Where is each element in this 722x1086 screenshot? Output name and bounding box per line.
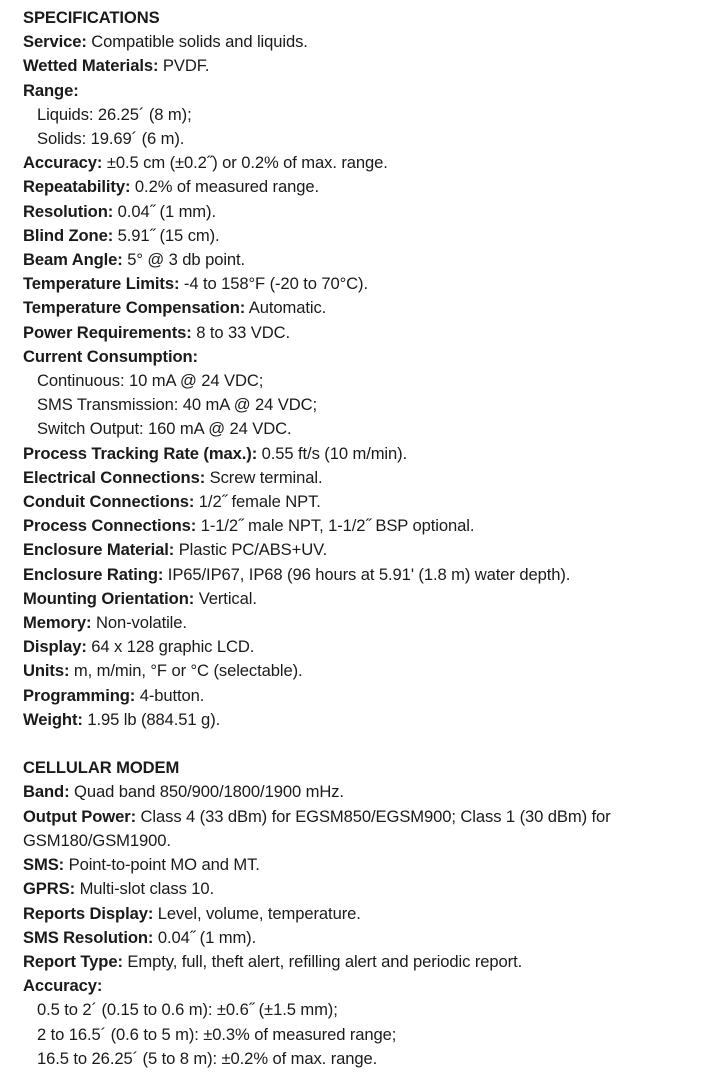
spec-memory xyxy=(23,611,713,635)
spec-label: Blind Zone: xyxy=(23,225,114,245)
modem-band xyxy=(23,780,713,804)
spec-label: Service: xyxy=(23,32,87,52)
spec-blind-zone xyxy=(23,224,713,248)
spec-value: -4 to 158°F (-20 to 70°C). xyxy=(179,274,368,294)
spec-label: Band: xyxy=(23,782,70,802)
spec-display xyxy=(23,635,713,659)
spec-beam-angle xyxy=(23,248,713,272)
spec-value: Multi-slot class 10. xyxy=(75,879,215,899)
spec-label: Weight: xyxy=(23,709,83,729)
spec-label: Reports Display: xyxy=(23,903,154,923)
modem-gprs xyxy=(23,877,713,901)
spec-current-continuous: Continuous: 10 mA @ 24 VDC; xyxy=(37,371,264,391)
spec-value: 0.04˝ (1 mm). xyxy=(113,201,216,221)
spec-value: IP65/IP67, IP68 (96 hours at 5.91' (1.8 m) water depth). xyxy=(163,564,571,584)
spec-value: Quad band 850/900/1800/1900 mHz. xyxy=(69,782,344,802)
modem-accuracy-range-1: 0.5 to 2´ (0.15 to 0.6 m): ±0.6˝ (±1.5 mm); xyxy=(37,1000,338,1020)
spec-label: Current Consumption: xyxy=(23,346,198,366)
spec-resolution xyxy=(23,200,713,224)
spec-value: Plastic PC/ABS+UV. xyxy=(174,540,328,560)
spec-enclosure-material xyxy=(23,538,713,562)
spec-value: 1-1/2˝ male NPT, 1-1/2˝ BSP optional. xyxy=(196,516,475,536)
spec-label: Units: xyxy=(23,661,70,681)
spec-value: Non-volatile. xyxy=(91,613,187,633)
spec-value: PVDF. xyxy=(158,56,210,76)
spec-value: 5° @ 3 db point. xyxy=(122,250,246,270)
spec-value: Screw terminal. xyxy=(205,467,323,487)
spec-range xyxy=(23,79,713,103)
spec-label: Accuracy: xyxy=(23,153,103,173)
spec-process-tracking-rate xyxy=(23,442,713,466)
spec-units xyxy=(23,659,713,683)
spec-label: Range: xyxy=(23,80,79,100)
spec-power-requirements xyxy=(23,321,713,345)
spec-value: 5.91˝ (15 cm). xyxy=(113,225,220,245)
spec-accuracy xyxy=(23,151,713,175)
modem-output-power-continued: GSM180/GSM1900. xyxy=(23,830,171,850)
spec-label: Output Power: xyxy=(23,806,137,826)
spec-value: Automatic. xyxy=(245,298,327,318)
spec-value: 8 to 33 VDC. xyxy=(191,322,291,342)
spec-service xyxy=(23,30,713,54)
spec-value: Compatible solids and liquids. xyxy=(86,32,308,52)
specifications-heading: SPECIFICATIONS xyxy=(23,8,160,27)
spec-sheet xyxy=(23,6,713,1071)
spec-label: GPRS: xyxy=(23,879,76,899)
modem-report-type xyxy=(23,950,713,974)
spec-temperature-compensation xyxy=(23,296,713,320)
spec-enclosure-rating xyxy=(23,563,713,587)
modem-reports-display xyxy=(23,902,713,926)
spec-label: Conduit Connections: xyxy=(23,492,195,512)
spec-label: Repeatability: xyxy=(23,177,131,197)
spec-label: Process Connections: xyxy=(23,516,197,536)
spec-label: Temperature Limits: xyxy=(23,274,180,294)
spec-label: Mounting Orientation: xyxy=(23,588,195,608)
spec-value: Level, volume, temperature. xyxy=(153,903,361,923)
spec-mounting-orientation xyxy=(23,587,713,611)
spec-value: 64 x 128 graphic LCD. xyxy=(86,637,255,657)
spec-value: ±0.5 cm (±0.2˝) or 0.2% of max. range. xyxy=(102,153,388,173)
spec-label: Wetted Materials: xyxy=(23,56,159,76)
spec-label: SMS: xyxy=(23,855,65,875)
spec-label: Display: xyxy=(23,637,87,657)
spec-label: Resolution: xyxy=(23,201,114,221)
spec-label: Beam Angle: xyxy=(23,250,123,270)
spec-range-solids: Solids: 19.69´ (6 m). xyxy=(37,129,185,149)
spec-process-connections xyxy=(23,514,713,538)
spec-label: Accuracy: xyxy=(23,976,103,996)
cellular-modem-heading: CELLULAR MODEM xyxy=(23,758,180,778)
modem-sms xyxy=(23,853,713,877)
spec-label: Enclosure Rating: xyxy=(23,564,164,584)
spec-programming xyxy=(23,684,713,708)
spec-temperature-limits xyxy=(23,272,713,296)
spec-wetted-materials xyxy=(23,54,713,78)
modem-output-power xyxy=(23,805,713,829)
spec-label: Power Requirements: xyxy=(23,322,192,342)
spec-label: SMS Resolution: xyxy=(23,927,154,947)
spec-value: Vertical. xyxy=(194,588,257,608)
modem-accuracy-range-2: 2 to 16.5´ (0.6 to 5 m): ±0.3% of measured range; xyxy=(37,1024,397,1044)
spec-repeatability xyxy=(23,175,713,199)
spec-label: Process Tracking Rate (max.): xyxy=(23,443,258,463)
spec-range-liquids: Liquids: 26.25´ (8 m); xyxy=(37,104,192,124)
spec-weight xyxy=(23,708,713,732)
spec-label: Temperature Compensation: xyxy=(23,298,246,318)
spec-label: Report Type: xyxy=(23,951,123,971)
modem-accuracy-range-3: 16.5 to 26.25´ (5 to 8 m): ±0.2% of max. range. xyxy=(37,1048,378,1068)
section-spacer xyxy=(23,732,713,756)
modem-accuracy xyxy=(23,974,713,998)
spec-electrical-connections xyxy=(23,466,713,490)
spec-label: Electrical Connections: xyxy=(23,467,206,487)
spec-value: 0.04˝ (1 mm). xyxy=(153,927,257,947)
spec-value: m, m/min, °F or °C (selectable). xyxy=(69,661,303,681)
spec-value: 1/2˝ female NPT. xyxy=(194,492,321,512)
spec-value: 0.55 ft/s (10 m/min). xyxy=(257,443,408,463)
modem-sms-resolution xyxy=(23,926,713,950)
spec-value: Point-to-point MO and MT. xyxy=(64,855,260,875)
spec-value: Class 4 (33 dBm) for EGSM850/EGSM900; Class 1 (30 dBm) for xyxy=(136,806,611,826)
spec-label: Programming: xyxy=(23,685,136,705)
spec-label: Memory: xyxy=(23,613,92,633)
spec-current-consumption xyxy=(23,345,713,369)
spec-value: 4-button. xyxy=(135,685,205,705)
spec-value: Empty, full, theft alert, refilling alert and periodic report. xyxy=(122,951,523,971)
spec-label: Enclosure Material: xyxy=(23,540,175,560)
spec-current-switch: Switch Output: 160 mA @ 24 VDC. xyxy=(37,419,292,439)
spec-current-sms: SMS Transmission: 40 mA @ 24 VDC; xyxy=(37,395,318,415)
spec-conduit-connections xyxy=(23,490,713,514)
spec-value: 1.95 lb (884.51 g). xyxy=(82,709,221,729)
spec-value: 0.2% of measured range. xyxy=(130,177,319,197)
